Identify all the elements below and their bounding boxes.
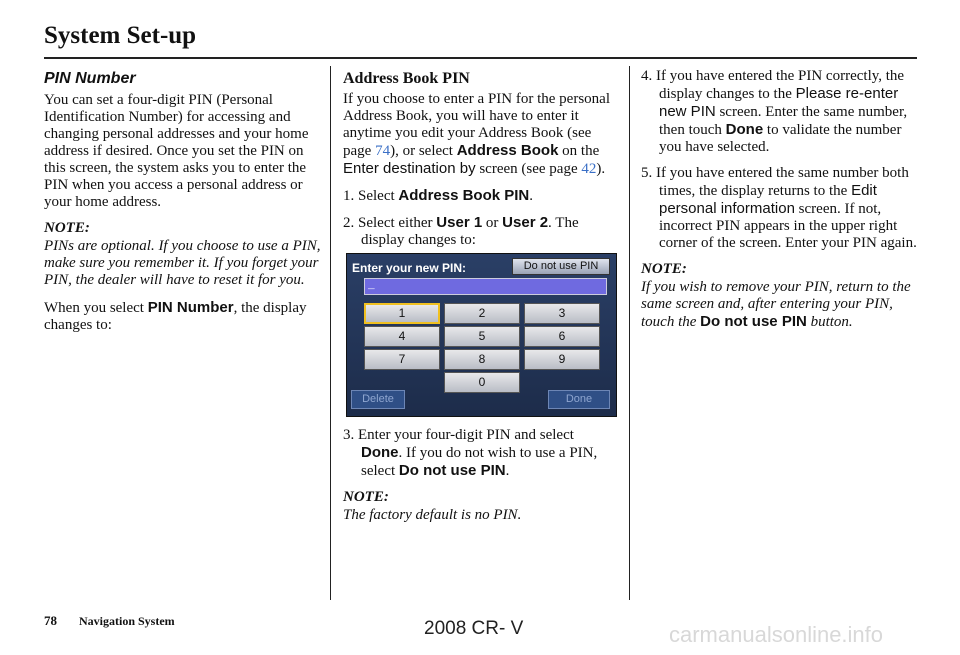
page-link-42[interactable]: 42 <box>581 161 597 177</box>
page-number: 78 <box>44 613 57 628</box>
column-divider <box>330 66 331 600</box>
key-8[interactable]: 8 <box>444 349 520 370</box>
model-watermark: 2008 CR- V <box>424 618 524 639</box>
column-divider <box>629 66 630 600</box>
key-7[interactable]: 7 <box>364 349 440 370</box>
pin-select-paragraph: When you select PIN Number, the display changes to: <box>44 299 307 333</box>
screen-title: Enter your new PIN: <box>352 261 467 275</box>
key-4[interactable]: 4 <box>364 326 440 347</box>
key-2[interactable]: 2 <box>444 303 520 324</box>
column-1 <box>44 68 322 343</box>
note-text: PINs are optional. If you choose to use a PIN, make sure you remember it. If you forget your PIN, the dealer will have to reset it for you. <box>44 238 321 288</box>
header-rule <box>44 57 917 59</box>
step-3: 3. Enter your four-digit PIN and select Done. If you do not wish to use a PIN, select Do not use PIN. <box>343 427 598 479</box>
address-book-paragraph: If you choose to enter a PIN for the personal Address Book, you will have to enter it anytime you edit your Address Book (see page 74), or select Address Book on the Enter destination by screen (see page 42). <box>343 91 610 177</box>
column-3 <box>641 68 917 341</box>
note-label: NOTE: <box>343 489 389 505</box>
footer-label: Navigation System <box>79 614 175 628</box>
note-text: The factory default is no PIN. <box>343 507 522 523</box>
done-button[interactable]: Done <box>548 390 610 409</box>
site-watermark: carmanualsonline.info <box>669 622 884 647</box>
note-text: If you wish to remove your PIN, return to the same screen and, after entering your PIN, touch the Do not use PIN button. <box>641 279 911 330</box>
column-2 <box>343 68 618 534</box>
step-2: 2. Select either User 1 or User 2. The display changes to: <box>343 214 579 248</box>
key-0[interactable]: 0 <box>444 372 520 393</box>
note-label: NOTE: <box>44 220 90 236</box>
note-label: NOTE: <box>641 261 687 277</box>
key-5[interactable]: 5 <box>444 326 520 347</box>
pin-input[interactable]: _ <box>364 278 607 295</box>
key-6[interactable]: 6 <box>524 326 600 347</box>
do-not-use-pin-button[interactable]: Do not use PIN <box>512 258 610 275</box>
pin-entry-screenshot <box>346 253 617 417</box>
step-5: 5. If you have entered the same number both times, the display returns to the Edit personal information screen. If not, incorrect PIN appears in the upper right corner of the screen. Enter your PIN again. <box>641 165 917 251</box>
key-9[interactable]: 9 <box>524 349 600 370</box>
pin-intro-paragraph: You can set a four-digit PIN (Personal Identification Number) for accessing and changing personal addresses and your home address if desired. Once you set the PIN on this screen, the system asks you to enter the PIN when you access a personal address or your home address. <box>44 92 309 210</box>
key-3[interactable]: 3 <box>524 303 600 324</box>
section-heading-address-book-pin: Address Book PIN <box>343 70 470 87</box>
page-link-74[interactable]: 74 <box>375 143 391 159</box>
page-title: System Set-up <box>44 22 197 49</box>
delete-button[interactable]: Delete <box>351 390 405 409</box>
key-1[interactable]: 1 <box>364 303 440 324</box>
section-heading-pin-number: PIN Number <box>44 70 136 87</box>
step-4: 4. If you have entered the PIN correctly, the display changes to the Please re-enter new PIN screen. Enter the same number, then touch Done to validate the number you have selected. <box>641 68 908 155</box>
step-1: 1. Select Address Book PIN. <box>343 187 534 204</box>
